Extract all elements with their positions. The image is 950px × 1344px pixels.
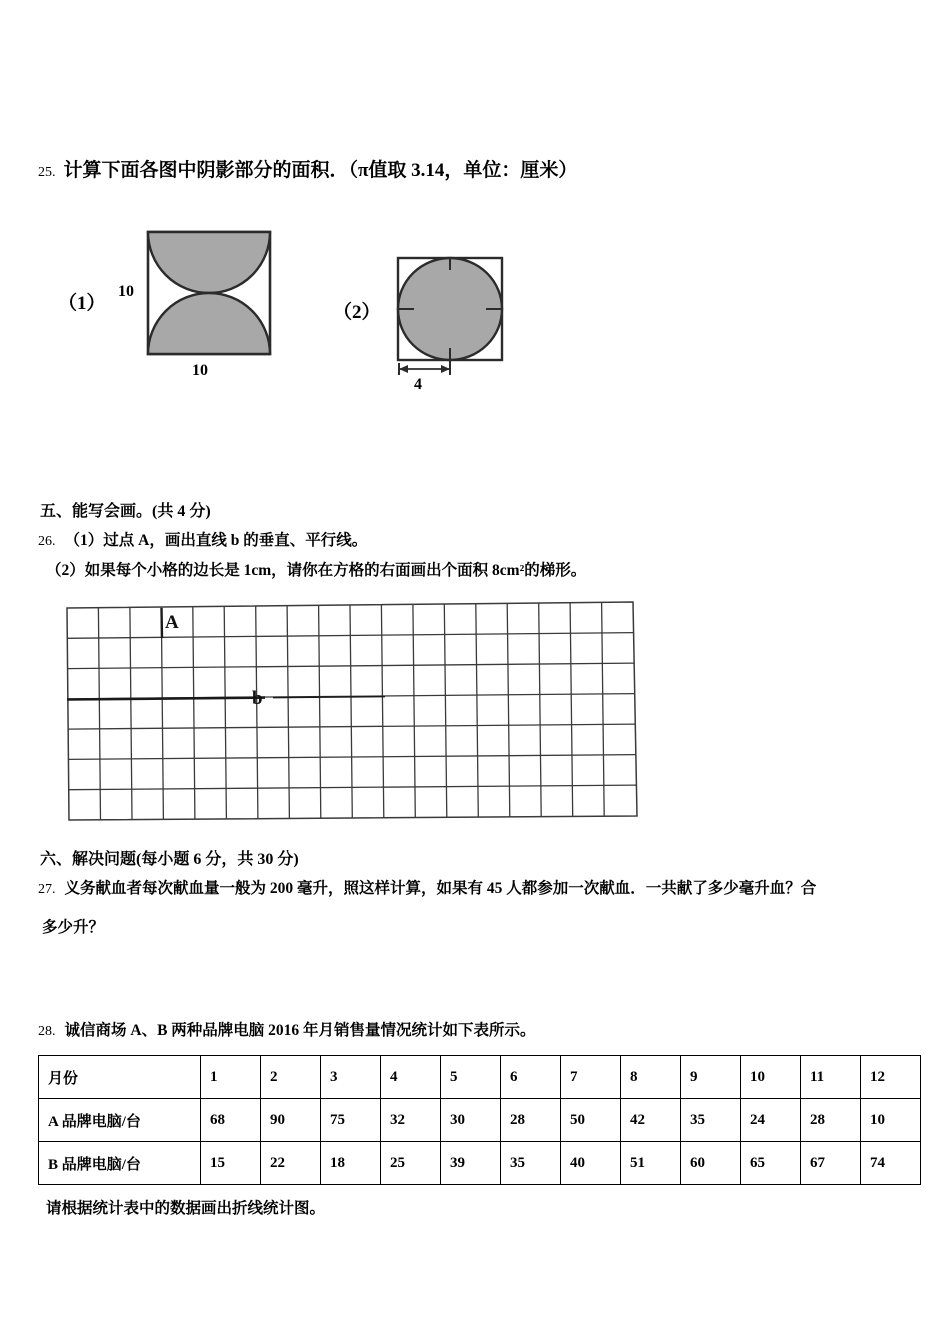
month-header-cell: 11 <box>801 1056 861 1099</box>
figure-1-shape <box>146 230 272 356</box>
section-6-heading: 六、解决问题(每小题 6 分，共 30 分) <box>40 851 299 868</box>
question-26-number: 26. <box>38 534 56 549</box>
figure-1-left-dimension: 10 <box>118 283 134 300</box>
question-28-number: 28. <box>38 1024 56 1039</box>
month-header-cell: 1 <box>201 1056 261 1099</box>
question-28-text: 诚信商场 A、B 两种品牌电脑 2016 年月销售量情况统计如下表所示。 <box>64 1022 536 1039</box>
figure-2-shape <box>396 256 508 364</box>
month-header-cell: 3 <box>321 1056 381 1099</box>
series-b-value: 67 <box>801 1142 861 1185</box>
question-25-text: 计算下面各图中阴影部分的面积．（π值取 3.14，单位：厘米） <box>63 160 578 181</box>
question-27-number: 27. <box>38 882 56 897</box>
series-a-value: 42 <box>621 1099 681 1142</box>
grid-point-a-label: A <box>165 612 179 633</box>
question-26-grid-figure <box>55 592 645 832</box>
figure-1-label: （1） <box>58 293 106 314</box>
series-a-value: 24 <box>741 1099 801 1142</box>
series-a-value: 35 <box>681 1099 741 1142</box>
series-b-value: 35 <box>501 1142 561 1185</box>
question-25-number: 25. <box>38 165 56 180</box>
question-26-part2-text: （2）如果每个小格的边长是 1cm，请你在方格的右面画出个面积 8cm²的梯形。 <box>46 562 587 579</box>
question-26-part1 <box>38 528 367 550</box>
series-b-value: 15 <box>201 1142 261 1185</box>
question-27-line1: 义务献血者每次献血量一般为 200 毫升，照这样计算，如果有 45 人都参加一次献血．一共献了多少毫升血？合 <box>64 880 817 897</box>
question-26-part1-text: （1）过点 A，画出直线 b 的垂直、平行线。 <box>64 532 368 549</box>
series-b-value: 65 <box>741 1142 801 1185</box>
month-header-cell: 8 <box>621 1056 681 1099</box>
grid-svg <box>55 592 645 827</box>
figure-2-dimension-label: 4 <box>414 376 422 393</box>
month-header-cell: 7 <box>561 1056 621 1099</box>
grid-line-b-label: b <box>252 688 263 709</box>
series-a-value: 30 <box>441 1099 501 1142</box>
series-b-value: 74 <box>861 1142 921 1185</box>
month-header-cell: 5 <box>441 1056 501 1099</box>
series-b-value: 25 <box>381 1142 441 1185</box>
series-b-value: 22 <box>261 1142 321 1185</box>
series-b-value: 51 <box>621 1142 681 1185</box>
series-a-value: 28 <box>801 1099 861 1142</box>
series-a-value: 68 <box>201 1099 261 1142</box>
question-25-figures <box>0 215 950 395</box>
series-b-value: 39 <box>441 1142 501 1185</box>
sales-statistics-table <box>38 1055 921 1185</box>
question-28-heading <box>38 1018 536 1040</box>
table-row-header-label: 月份 <box>39 1056 201 1099</box>
figure-1-bottom-dimension: 10 <box>192 362 208 379</box>
series-b-label: B 品牌电脑/台 <box>39 1142 201 1185</box>
question-28-footer: 请根据统计表中的数据画出折线统计图。 <box>46 1200 326 1217</box>
series-a-value: 50 <box>561 1099 621 1142</box>
figure-2-label: （2） <box>333 302 381 323</box>
series-a-value: 32 <box>381 1099 441 1142</box>
series-b-value: 40 <box>561 1142 621 1185</box>
month-header-cell: 12 <box>861 1056 921 1099</box>
month-header-cell: 4 <box>381 1056 441 1099</box>
figure-2-dimension-arrow <box>394 355 514 389</box>
table-row-header <box>39 1056 921 1099</box>
series-b-value: 18 <box>321 1142 381 1185</box>
sales-table <box>38 1055 921 1185</box>
series-a-label: A 品牌电脑/台 <box>39 1099 201 1142</box>
table-row <box>39 1142 921 1185</box>
month-header-cell: 9 <box>681 1056 741 1099</box>
question-27-line2: 多少升？ <box>42 919 105 936</box>
series-a-value: 90 <box>261 1099 321 1142</box>
question-27 <box>38 876 816 898</box>
series-b-value: 60 <box>681 1142 741 1185</box>
series-a-value: 10 <box>861 1099 921 1142</box>
table-row <box>39 1099 921 1142</box>
month-header-cell: 2 <box>261 1056 321 1099</box>
month-header-cell: 6 <box>501 1056 561 1099</box>
month-header-cell: 10 <box>741 1056 801 1099</box>
question-25-heading <box>38 155 577 182</box>
series-a-value: 28 <box>501 1099 561 1142</box>
section-5-heading: 五、能写会画。(共 4 分) <box>40 503 211 520</box>
series-a-value: 75 <box>321 1099 381 1142</box>
